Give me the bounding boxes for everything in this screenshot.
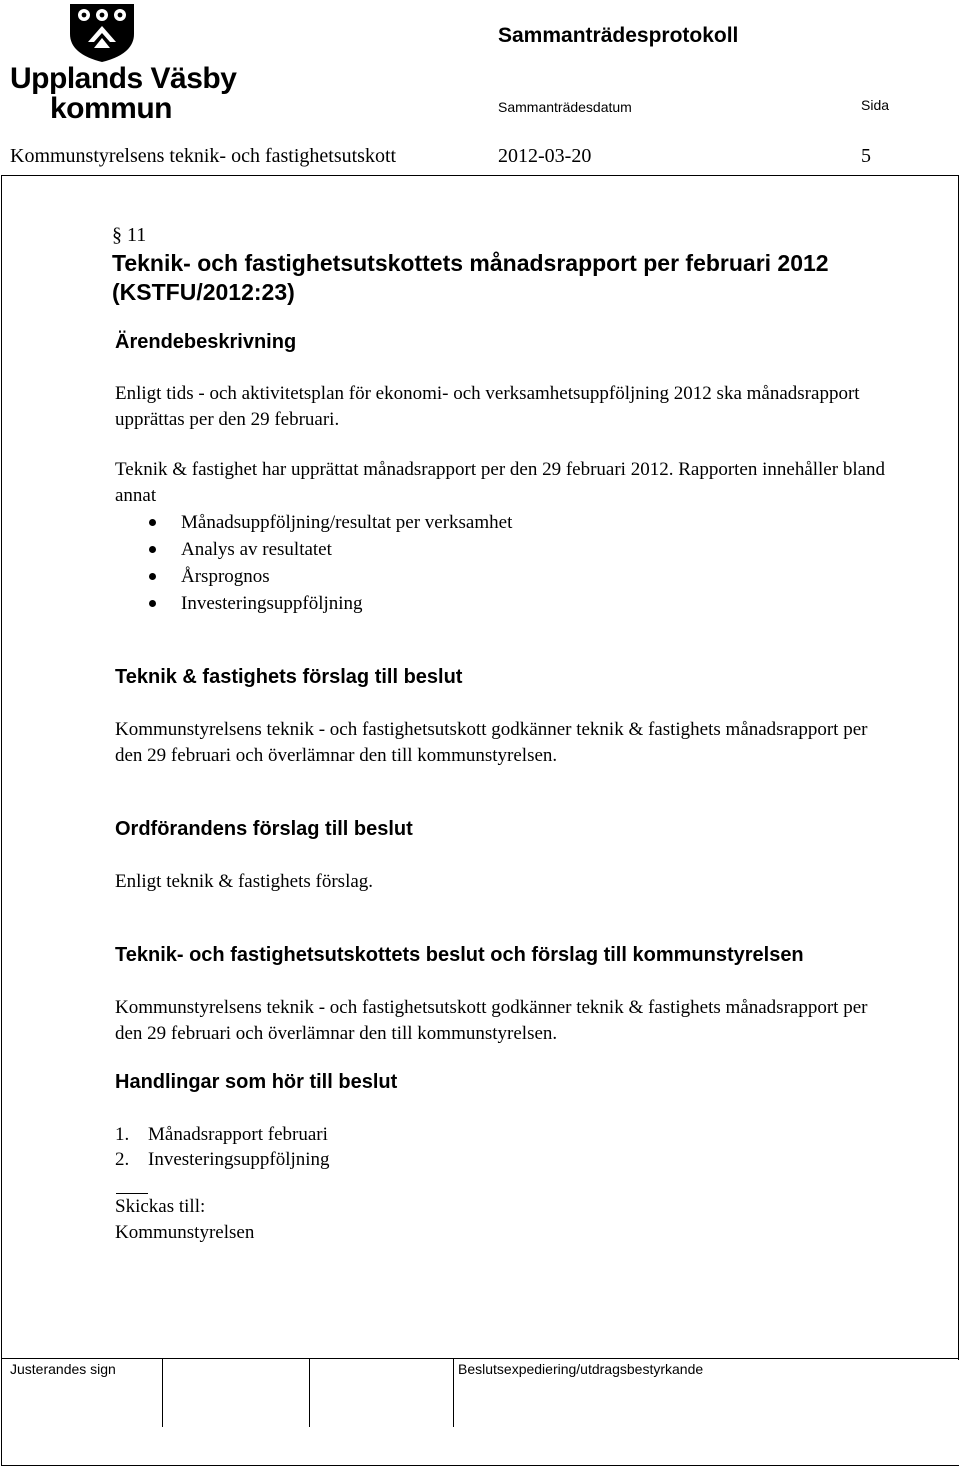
logo-subtitle: kommun <box>50 92 173 125</box>
decision-text: Kommunstyrelsens teknik - och fastighetsutskott godkänner teknik & fastighets månadsrapport per den 29 februari och överlämnar den till kommunstyrelsen. <box>115 997 868 1044</box>
committee-name: Kommunstyrelsens teknik- och fastighetsutskott <box>10 145 397 167</box>
header-rule <box>1 175 959 176</box>
chair-proposal-heading: Ordförandens förslag till beslut <box>115 818 413 840</box>
sent-to-recipient: Kommunstyrelsen <box>115 1222 255 1243</box>
footer-divider <box>309 1359 310 1427</box>
list-item: Analys av resultatet <box>140 536 512 563</box>
footer-divider <box>162 1359 163 1427</box>
chair-proposal-text: Enligt teknik & fastighets förslag. <box>115 871 374 892</box>
bullet-icon <box>149 600 156 607</box>
list-item: Årsprognos <box>140 563 512 590</box>
list-item: 2. Investeringsuppföljning <box>115 1149 330 1170</box>
decision-heading: Teknik- och fastighetsutskottets beslut och förslag till kommunstyrelsen <box>115 944 804 966</box>
proposal-heading: Teknik & fastighets förslag till beslut <box>115 666 463 688</box>
documents-heading: Handlingar som hör till beslut <box>115 1071 398 1093</box>
report-contents-list <box>140 509 512 617</box>
bullet-icon <box>149 573 156 580</box>
paragraph-number: § 11 <box>112 224 147 246</box>
page-label: Sida <box>861 97 890 113</box>
sent-to-label: Skickas till: <box>115 1196 206 1217</box>
page-number: 5 <box>861 145 871 167</box>
frame-right-border <box>958 175 959 1360</box>
frame-left-border <box>1 175 2 1465</box>
bullet-icon <box>149 546 156 553</box>
footer-rule <box>1 1358 959 1359</box>
list-item: 1. Månadsrapport februari <box>115 1124 328 1145</box>
description-paragraph: Teknik & fastighet har upprättat månadsrapport per den 29 februari 2012. Rapporten innehåller bland annat <box>115 459 886 506</box>
item-title: Teknik- och fastighetsutskottets månadsrapport per februari 2012 (KSTFU/2012:23) <box>112 250 829 305</box>
proposal-text: Kommunstyrelsens teknik - och fastighetsutskott godkänner teknik & fastighets månadsrapport per den 29 februari och överlämnar den till kommunstyrelsen. <box>115 719 868 766</box>
bullet-icon <box>149 519 156 526</box>
meeting-date: 2012-03-20 <box>498 145 592 167</box>
separator-rule <box>116 1193 148 1194</box>
logo-name: Upplands Väsby <box>10 62 237 95</box>
description-paragraph: Enligt tids - och aktivitetsplan för ekonomi- och verksamhetsuppföljning 2012 ska månadsrapport upprättas per den 29 februari. <box>115 383 860 430</box>
expedition-label: Beslutsexpediering/utdragsbestyrkande <box>458 1361 704 1377</box>
list-item: Investeringsuppföljning <box>140 590 512 617</box>
description-heading: Ärendebeskrivning <box>115 331 297 353</box>
footer-divider <box>453 1359 454 1427</box>
signature-label: Justerandes sign <box>10 1361 116 1377</box>
footer-bottom-rule <box>1 1465 959 1466</box>
coat-of-arms-icon <box>68 2 136 64</box>
list-item: Månadsuppföljning/resultat per verksamhet <box>140 509 512 536</box>
documents-list <box>115 1122 330 1172</box>
meeting-date-label: Sammanträdesdatum <box>498 99 632 115</box>
document-type: Sammanträdesprotokoll <box>498 24 739 47</box>
